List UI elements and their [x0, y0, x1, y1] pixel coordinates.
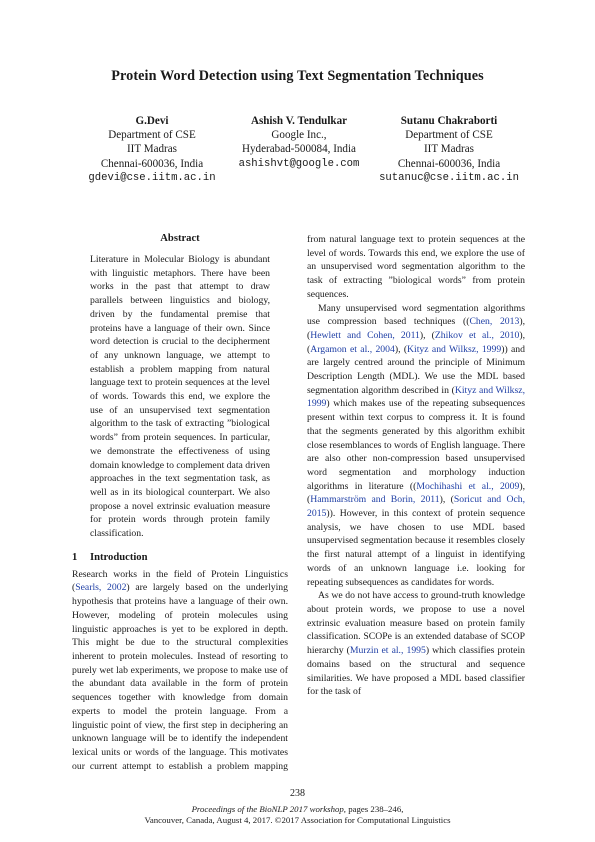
page-footer [0, 804, 595, 826]
text-run: ) are largely based on the underlying hypothesis that proteins have a language of their own. However, modeling of protein molecules using linguistic approaches is yet to be explored in depth. This might be due to the structural complexities inherent to protein molecules. Instead of resorting to purely wet lab experiments, we propose to make use of the abundant data available in the form of protein sequences together with knowledge from domain experts to model the protein language. From a linguistic point of view, the first step in deciphering an unknown language will be to identify the independent lexical units or words of the language. This motivates our current attempt to establish a problem mapping [72, 582, 288, 772]
author-name: Ashish V. Tendulkar [250, 115, 348, 127]
citation-link[interactable]: Murzin et al., 1995 [349, 645, 426, 657]
text-run: ), ( [307, 480, 525, 506]
citation-link[interactable]: Argamon et al., 2004 [310, 343, 395, 355]
text-run: ), ( [394, 343, 408, 355]
abstract-body [90, 253, 270, 541]
author-dept: Department of CSE [405, 129, 493, 142]
author-dept: Department of CSE [108, 129, 196, 142]
section-heading-introduction [72, 551, 288, 564]
abstract-heading: Abstract [160, 233, 200, 244]
author-block-2 [224, 114, 374, 171]
text-run: Research works in the field of Protein Linguistics ( [72, 568, 288, 594]
text-run: As we do not have access to ground-truth knowledge about protein words, we propose to use a novel extrinsic evaluation measure based on protein family classification. SCOPe is an extended database of SCOP hierarchy ( [307, 590, 525, 657]
citation-link[interactable]: Kityz and Wilksz, 1999 [307, 384, 525, 410]
text-run: ) which makes use of the repeating subsequences present within text corpus to compress it. It is found that the segments generated by this algorithm exhibit close resemblances to words of English language. There are also other non-compression based unsupervised word segmentation and morphology induction algorithms in literature (( [307, 398, 525, 492]
footer-pages: , pages 238–246, [343, 804, 404, 814]
section-number: 1 [72, 551, 78, 563]
author-inst: IIT Madras [423, 143, 474, 156]
text-run: )). However, in this context of protein sequence analysis, we have chosen to use MDL based unsupervised segmentation because it resembles closely the first natural attempt of a linguist in identifying words of an unknown language i.e. looking for repeating subsequences as candidates for words. [307, 508, 525, 588]
author-address: Chennai-600036, India [397, 157, 501, 170]
abstract-text: Literature in Molecular Biology is abundant with linguistic metaphors. There have been works in the past that attempt to draw parallels between linguistics and biology, driven by the fundamental premise that proteins have a language of their own. Since word detection is crucial to the decipherment of any unknown language, we attempt to establish a problem mapping from natural language text to protein sequences at the level of words. Towards this end, we explore the use of an unsupervised text segmentation algorithm to the task of extracting ”biological words” from protein sequences. In particular, we demonstrate the effectiveness of using domain knowledge to complement data driven approaches in the text segmentation task, as well as in its biological counterpart. We also propose a novel extrinsic evaluation measure for protein words through protein family classification. [90, 254, 270, 540]
text-run: ), ( [307, 329, 525, 355]
intro-paragraph-1-continued: from natural language text to protein sequences at the level of words. Towards this end, we explore the use of an unsupervised word segmentation algorithm to the task of extracting ”biological words” from protein sequences. [307, 234, 525, 300]
text-run: Many unsupervised word segmentation algorithms use compression based techniques (( [307, 302, 525, 328]
author-inst: IIT Madras [126, 143, 177, 156]
author-address: Chennai-600036, India [100, 157, 204, 170]
text-run: ), ( [439, 494, 454, 506]
citation-link[interactable]: Hewlett and Cohen, 2011 [310, 329, 420, 341]
author-email[interactable]: gdevi@cse.iitm.ac.in [88, 171, 216, 184]
footer-venue: Proceedings of the BioNLP 2017 workshop [191, 804, 344, 814]
citation-link[interactable]: Chen, 2013 [469, 316, 520, 328]
paper-title: Protein Word Detection using Text Segmentation Techniques [111, 68, 484, 84]
text-run: )) and are largely centred around the principle of Minimum Description Length (MDL). We use the MDL based segmentation algorithm described in ( [307, 343, 525, 396]
right-column [307, 233, 525, 699]
footer-line-2: Vancouver, Canada, August 4, 2017. ©2017 Association for Computational Linguistics [144, 815, 451, 825]
citation-link[interactable]: Mochihashi et al., 2009 [416, 480, 520, 492]
citation-link[interactable]: Kityz and Wilksz, 1999 [407, 343, 502, 355]
text-run: ) which classifies protein domains based on the structural and sequence similarities. We have proposed a MDL based classifier for the task of [307, 645, 525, 698]
author-address: Hyderabad-500084, India [242, 143, 356, 156]
author-email[interactable]: sutanuc@cse.iitm.ac.in [379, 171, 519, 184]
text-run: ), ( [419, 329, 435, 341]
citation-link[interactable]: Hammarström and Borin, 2011 [310, 494, 440, 506]
author-block-3 [364, 114, 534, 185]
author-name: G.Devi [135, 115, 169, 127]
section-title: Introduction [90, 551, 148, 563]
intro-paragraph-3 [307, 589, 525, 699]
author-email[interactable]: ashishvt@google.com [238, 157, 360, 170]
author-block-1 [72, 114, 232, 185]
author-name: Sutanu Chakraborti [400, 115, 498, 127]
left-column [72, 232, 288, 773]
citation-link[interactable]: Zhikov et al., 2010 [434, 329, 520, 341]
text-run: ), ( [307, 316, 525, 341]
page-number: 238 [290, 788, 305, 799]
author-dept: Google Inc., [271, 129, 327, 142]
intro-paragraph-2 [307, 302, 525, 590]
intro-paragraph-1 [72, 568, 288, 774]
citation-link[interactable]: Searls, 2002 [75, 582, 127, 594]
citation-link[interactable]: Soricut and Och, 2015 [307, 494, 526, 520]
footer-line-1 [0, 804, 595, 815]
